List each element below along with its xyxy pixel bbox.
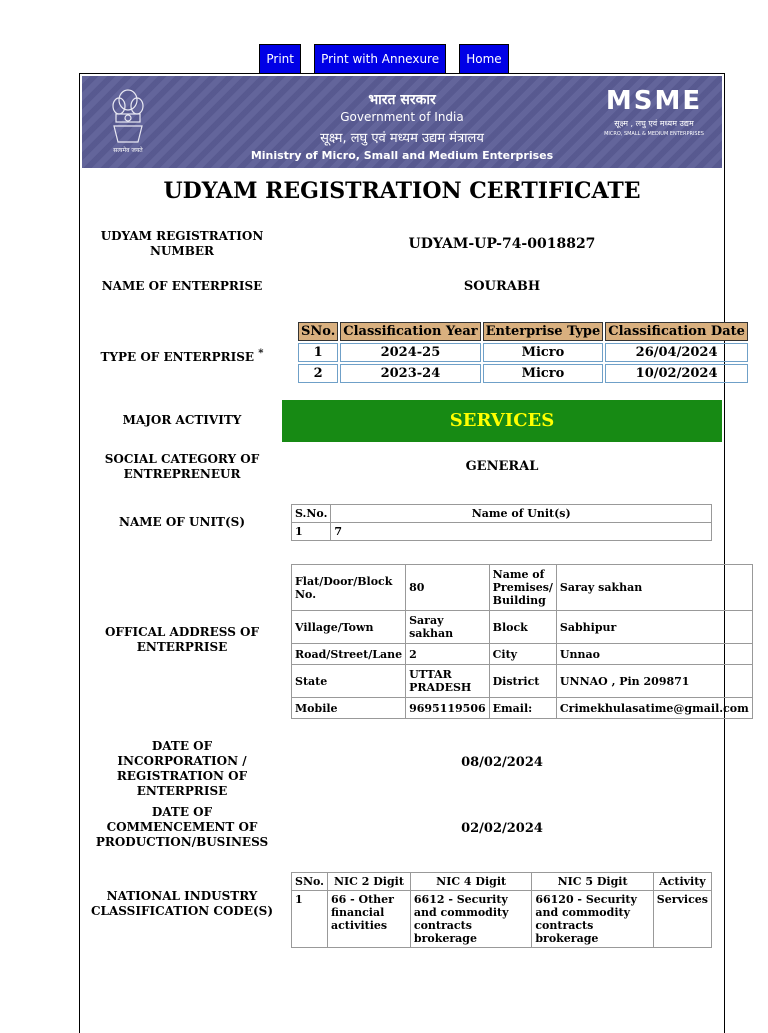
table-row	[292, 611, 753, 644]
enterprise-type-label-text: TYPE OF ENTERPRISE	[100, 350, 255, 364]
units-label: NAME OF UNIT(S)	[118, 515, 246, 529]
cell: UNNAO , Pin 209871	[556, 665, 752, 698]
cell: Email:	[489, 698, 556, 719]
col-header: Name of Unit(s)	[331, 505, 712, 523]
print-button[interactable]: Print	[259, 44, 301, 74]
major-activity-value: SERVICES	[282, 400, 722, 442]
home-button[interactable]: Home	[459, 44, 508, 74]
col-header: Classification Year	[340, 322, 480, 341]
ministry-hindi: सूक्ष्म, लघु एवं मध्यम उद्यम मंत्रालय	[320, 131, 484, 146]
enterprise-type-label	[90, 346, 274, 365]
col-header: Enterprise Type	[483, 322, 604, 341]
ministry-banner	[82, 76, 722, 168]
msme-logo-word: MSME	[605, 86, 703, 116]
cell: City	[489, 644, 556, 665]
incorporation-date-value: 08/02/2024	[461, 755, 543, 770]
cell: Flat/Door/Block No.	[292, 565, 406, 611]
table-row	[292, 644, 753, 665]
cell: District	[489, 665, 556, 698]
table-row	[298, 343, 748, 362]
cell[interactable]: Crimekhulasatime@gmail.com	[556, 698, 752, 719]
cell: 7	[331, 523, 712, 541]
cell: Saray sakhan	[556, 565, 752, 611]
col-header: S.No.	[292, 505, 331, 523]
ministry-english: Ministry of Micro, Small and Medium Enterprises	[250, 149, 554, 162]
cell: Mobile	[292, 698, 406, 719]
govt-english: Government of India	[340, 110, 464, 124]
cell: 1	[292, 891, 328, 948]
cell: 1	[292, 523, 331, 541]
nic-label: NATIONAL INDUSTRY CLASSIFICATION CODE(S)	[90, 889, 274, 918]
enterprise-type-table	[296, 320, 750, 385]
cell: 1	[298, 343, 338, 362]
col-header: Classification Date	[605, 322, 748, 341]
incorporation-date-label: DATE OF INCORPORATION / REGISTRATION OF ENTERPRISE	[116, 739, 248, 798]
emblem-caption: सत्यमेव जयते	[113, 147, 143, 154]
cell: Village/Town	[292, 611, 406, 644]
commencement-date-label: DATE OF COMMENCEMENT OF PRODUCTION/BUSINESS	[95, 805, 269, 849]
cell: Micro	[483, 364, 604, 383]
social-category-label: SOCIAL CATEGORY OF ENTREPRENEUR	[104, 452, 260, 481]
cell: UTTAR PRADESH	[406, 665, 490, 698]
certificate	[79, 73, 749, 1033]
col-header: Activity	[653, 873, 711, 891]
cell: Road/Street/Lane	[292, 644, 406, 665]
cell: 9695119506	[406, 698, 490, 719]
col-header: SNo.	[292, 873, 328, 891]
enterprise-name-label: NAME OF ENTERPRISE	[101, 279, 263, 293]
enterprise-name-value: SOURABH	[463, 279, 541, 294]
address-table	[291, 564, 753, 719]
cell: Sabhipur	[556, 611, 752, 644]
reg-number-value: UDYAM-UP-74-0018827	[408, 236, 596, 252]
govt-hindi: भारत सरकार	[368, 92, 436, 108]
cell: Unnao	[556, 644, 752, 665]
cell: 26/04/2024	[605, 343, 748, 362]
col-header: SNo.	[298, 322, 338, 341]
toolbar	[0, 44, 768, 74]
social-category-value: GENERAL	[465, 459, 539, 474]
major-activity-label: MAJOR ACTIVITY	[122, 413, 242, 427]
cell: Saray sakhan	[406, 611, 490, 644]
cell: 2024-25	[340, 343, 480, 362]
table-row	[292, 523, 712, 541]
table-row	[292, 665, 753, 698]
print-with-annexure-button[interactable]: Print with Annexure	[314, 44, 446, 74]
col-header: NIC 2 Digit	[327, 873, 410, 891]
cell: State	[292, 665, 406, 698]
address-label: OFFICAL ADDRESS OF ENTERPRISE	[104, 625, 260, 654]
cell: 6612 - Security and commodity contracts brokerage	[410, 891, 531, 948]
nic-table	[291, 872, 712, 948]
cell: 66 - Other financial activities	[327, 891, 410, 948]
cell: Services	[653, 891, 711, 948]
msme-tagline-hindi: सूक्ष्म , लघु एवं मध्यम उद्यम	[614, 119, 694, 128]
cell: Name of Premises/ Building	[489, 565, 556, 611]
cell: 80	[406, 565, 490, 611]
cell: 66120 - Security and commodity contracts brokerage	[532, 891, 653, 948]
certificate-title: UDYAM REGISTRATION CERTIFICATE	[163, 178, 641, 204]
cell: 2023-24	[340, 364, 480, 383]
reg-number-label: UDYAM REGISTRATION NUMBER	[100, 229, 264, 258]
table-row	[298, 364, 748, 383]
cell: Block	[489, 611, 556, 644]
col-header: NIC 4 Digit	[410, 873, 531, 891]
msme-tagline-english: MICRO, SMALL & MEDIUM ENTERPRISES	[604, 131, 704, 137]
table-row	[292, 565, 753, 611]
table-row	[292, 698, 753, 719]
cell: 2	[298, 364, 338, 383]
table-row	[292, 891, 712, 948]
col-header: NIC 5 Digit	[532, 873, 653, 891]
asterisk: *	[258, 348, 264, 359]
cell: 2	[406, 644, 490, 665]
msme-logo	[604, 88, 704, 137]
cell: Micro	[483, 343, 604, 362]
commencement-date-value: 02/02/2024	[461, 821, 543, 836]
units-table	[291, 504, 712, 541]
cell: 10/02/2024	[605, 364, 748, 383]
